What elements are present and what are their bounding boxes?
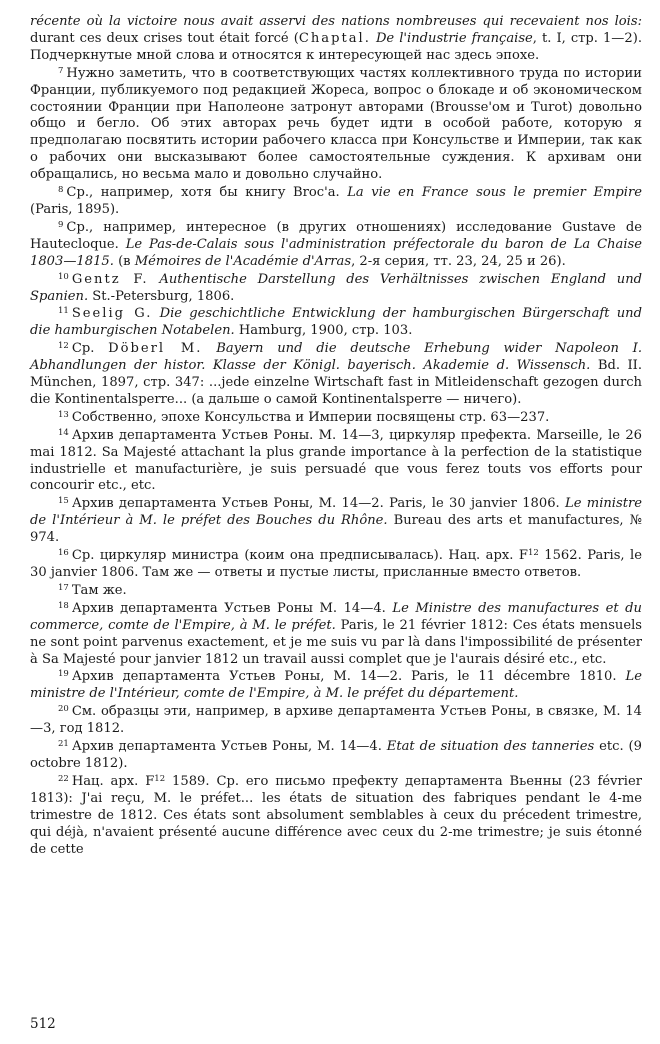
footnote [30,739,642,773]
footnote-text: Bureau des arts et manufactures, № 974. [30,513,642,546]
italic-text: Etat de situation des tanneries [386,739,595,755]
footnote-text: Нужно заметить, что в соответствующих частях коллективного труда по истории Франции, публикуемого под редакцией Жореса, вопрос о блокаде и об экономическом состоянии Франции при Наполеоне затронут авторами (Brousse'ом и Turot) довольно общо и бегло. Об этих авторах речь будет идти в особой работе, которую я предполагаю посвятить истории рабочего класса при Консульстве и Империи, так как о рабочих они высказывают более самостоятельные суждения. К архивам они обращались, но весьма мало и довольно случайно. [30,65,642,183]
footnotes-page [30,14,642,1030]
footnote [30,548,642,582]
footnote [30,272,642,306]
footnote [30,66,642,184]
italic-text: Le Pas-de-Calais sous l'administration préfectorale du baron de La Chaise 1803—1815. [30,236,642,269]
footnote-text: etc. (9 octobre 1812). [30,739,642,771]
page-number: 512 [30,1016,56,1032]
footnote [30,341,642,409]
italic-text: De l'industrie française [375,30,533,46]
footnote-text: Архив департамента Устьев Роны, М. 14—2. Paris, le 11 décembre 1810. [71,669,626,685]
footnote-text: Ср., например, хотя бы книгу Broc'a. [66,185,348,201]
footnote-text: Архив департамента Устьев Роны, М. 14—4. [71,739,387,755]
footnote-text [149,272,160,287]
footnote [30,428,642,496]
footnote-text: , t. I, стр. 1—2). Подчеркнутые мной слова и относятся к интересующей нас здесь эпохе. [30,30,642,63]
footnote-text: Ср. циркуляр министра (коим она предписывалась). Нац. арх. F [71,548,528,564]
footnote [30,704,642,738]
footnote-number: 7 [58,65,64,76]
footnote-number: 21 [58,739,69,750]
footnote [30,410,642,427]
italic-text: Le Ministre des manufactures et du commerce, comte de l'Empire, à M. le préfet. [30,600,642,633]
footnote-number: 11 [58,306,69,317]
superscript: 12 [527,548,539,559]
footnote-text: Собственно, эпохе Консульства и Империи посвящены стр. 63—237. [71,409,550,425]
footnote-number: 20 [58,704,69,715]
author-name: Seelig G. [71,306,153,322]
italic-text: Le ministre de l'Intérieur à M. le préfet des Bouches du Rhône. [30,496,642,529]
footnote-number: 22 [58,773,69,784]
footnote [30,496,642,547]
footnote-text: (Paris, 1895). [30,201,120,217]
footnote [30,583,642,600]
footnote-number: 18 [58,600,69,611]
footnote-text: Ср. [71,341,109,357]
footnote-text: , 2-я серия, тт. 23, 24, 25 и 26). [351,253,566,269]
footnote-text: См. образцы эти, например, в архиве департамента Устьев Роны, в связке, М. 14—3, год 1812. [30,704,642,737]
footnote-text: Архив департамента Устьев Роны, М. 14—2. Paris, le 30 janvier 1806. [71,496,566,512]
footnote-text: (в [113,253,135,269]
author-name: Döberl M. [108,341,203,357]
footnote [30,185,642,219]
footnote-text: St.-Petersburg, 1806. [88,288,235,304]
footnote-text: durant ces deux crises tout était forcé ( [30,30,299,46]
italic-text: La vie en France sous le premier Empire [347,185,642,201]
italic-text: Authentische Darstellung des Verhältnisses zwischen England und Spanien. [30,271,643,304]
footnote-text: Ср., например, интересное (в других отношениях) исследование Gustave de Hautecloque. [30,219,642,252]
footnote-text: Нац. арх. F [71,773,155,789]
italic-text: Bayern und die deutsche Erhebung wider Napoleon I. Abhandlungen der histor. Klasse der Königl. bayerisch. Akademie d. Wissensch. [30,341,642,374]
footnote-number: 16 [58,548,69,559]
author-name: Gentz F. [71,271,149,287]
superscript: 12 [154,773,166,784]
footnote-text: Paris, le 21 février 1812: Ces états mensuels ne sont point parvenus exactement, et je me suis vu par là dans l'impossibilité de présenter à Sa Majesté pour janvier 1812 un travail aussi complet que je l'aurais désiré etc., etc. [30,617,643,667]
footnote-text [202,341,216,356]
footnote [30,669,642,703]
footnote-number: 15 [58,496,69,507]
footnote-text: Bd. II. München, 1897, стр. 347: ...jede einzelne Wirtschaft fast in Mitleidenschaft gezogen durch die Kontinentalsperre... (а дальше о самой Kontinentalsperre — ничего). [30,358,643,407]
author-name: Chaptal. [298,30,371,46]
footnotes-list [30,14,642,858]
footnote-text: Архив департамента Устьев Роны М. 14—4. [71,600,393,616]
footnote-text: Там же. [71,582,127,598]
footnote-text [152,306,159,321]
italic-text: récente où la victoire nous avait asservi des nations nombreuses qui recevaient nos lois: [30,14,642,29]
footnote-number: 14 [58,427,69,438]
footnote-number: 10 [58,271,69,282]
italic-text: Le ministre de l'Intérieur, comte de l'Empire, à M. le préfet du département. [30,669,642,702]
footnote [30,306,642,340]
footnote-number: 8 [58,185,64,196]
footnote-number: 13 [58,409,69,420]
italic-text: Die geschichtliche Entwicklung der hamburgischen Bürgerschaft und die hamburgischen Notabelen. [30,306,642,339]
footnote-text: Hamburg, 1900, стр. 103. [234,323,413,339]
footnote-number: 19 [58,669,69,680]
footnote [30,14,642,65]
footnote-number: 12 [58,341,69,352]
italic-text: Mémoires de l'Académie d'Arras [134,253,352,269]
footnote-number: 9 [58,219,64,230]
footnote [30,220,642,271]
footnote-text: 1562. Paris, le 30 janvier 1806. Там же — ответы и пустые листы, присланные вместо ответов. [30,548,642,580]
footnote-text: Архив департамента Устьев Роны. М. 14—3, циркуляр префекта. Marseille, le 26 mai 1812. Sa Majesté attachant la plus grande importance à la perfection de la statistique industrielle et manufacturière, je suis persuadé que vous ferez touts vos efforts pour concourir etc., etc. [30,427,642,494]
footnote-number: 17 [58,582,69,593]
footnote-text: 1589. Ср. его письмо префекту департамента Вьенны (23 février 1813): J'ai reçu, M. le préfet... les états de situation des fabriques pendant le 4-me trimestre de 1812. Ces états sont absolument semblables à ceux du précedent trimestre, qui déjà, n'avaient présenté aucune différence avec ceux du 2-me trimestre; je suis étonné de cette [30,773,642,857]
footnote [30,601,642,669]
footnote [30,774,642,859]
